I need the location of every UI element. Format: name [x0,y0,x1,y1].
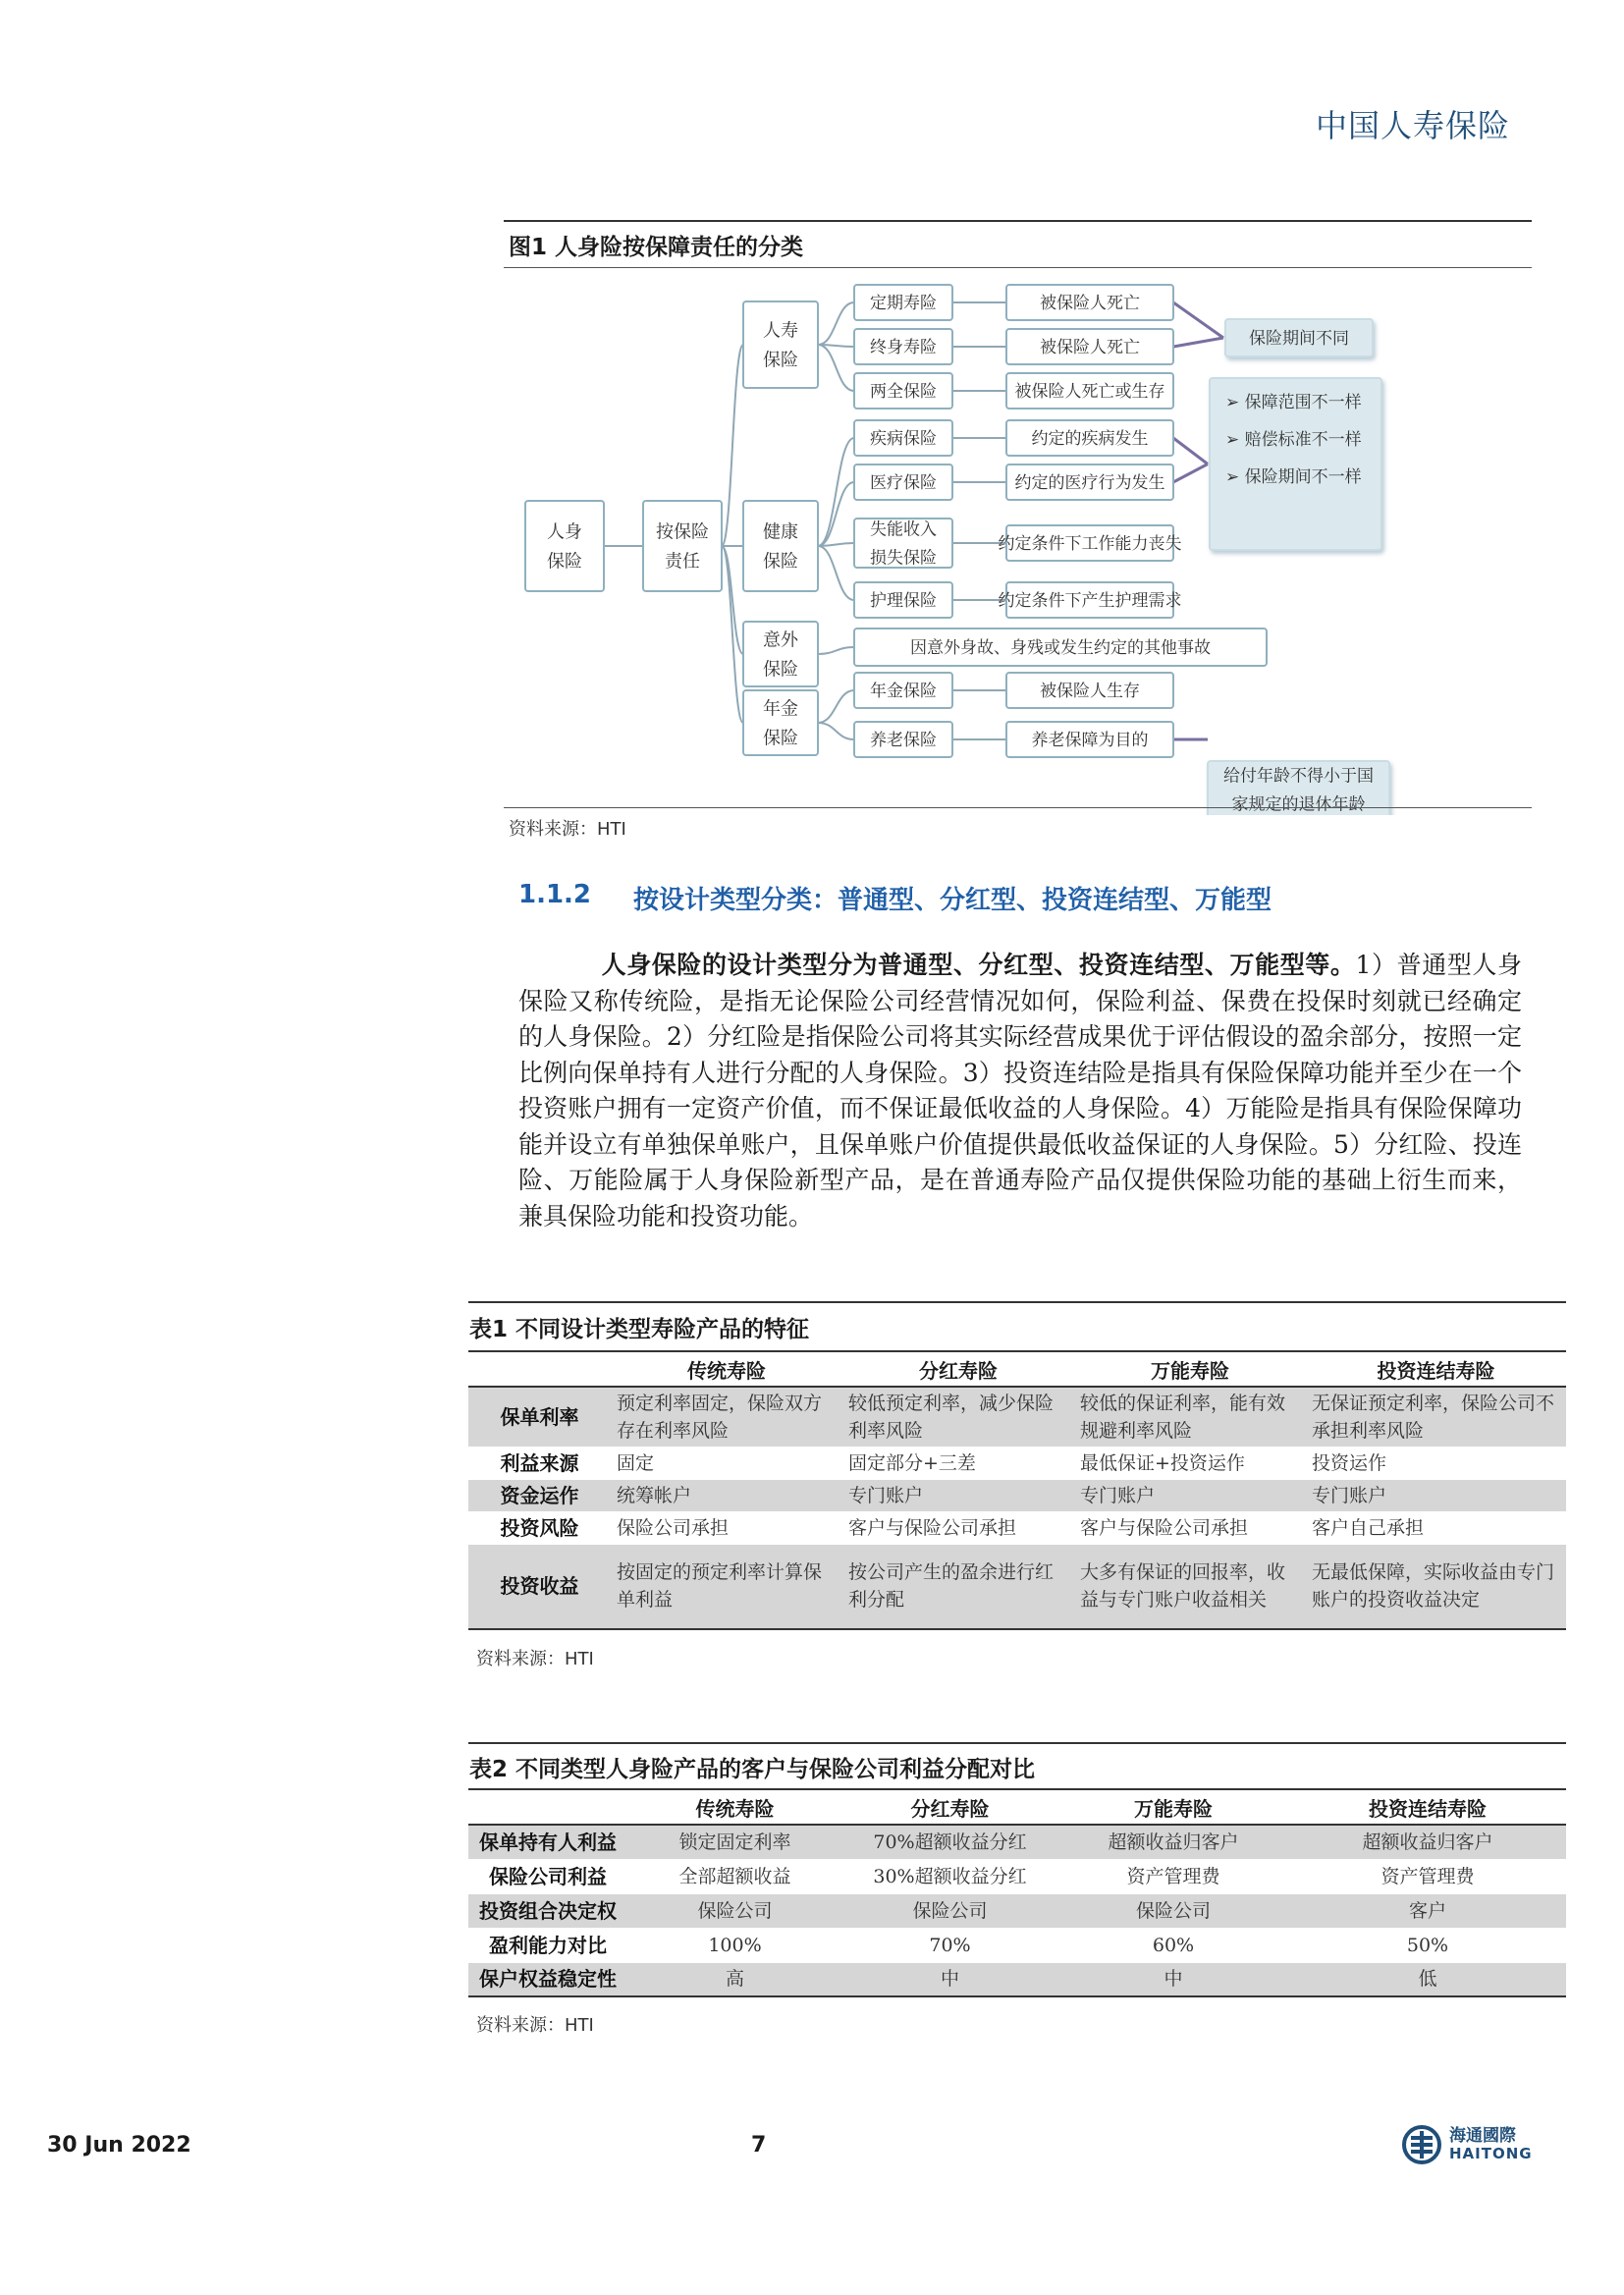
footer-date: 30 Jun 2022 [47,2133,191,2158]
svg-text:约定条件下产生护理需求: 约定条件下产生护理需求 [998,590,1182,611]
table2-header-row [468,1789,1566,1825]
group-node-box [743,301,818,388]
svg-text:养老保障为目的: 养老保障为目的 [1031,730,1149,750]
table2-row [468,1928,1566,1962]
svg-text:健康: 健康 [763,521,798,543]
svg-text:责任: 责任 [665,551,700,573]
table2-cell: 资产管理费 [1289,1859,1566,1893]
table1-column-header: 万能寿险 [1074,1351,1306,1387]
table2-row-header: 保险公司利益 [468,1859,627,1893]
svg-text:年金保险: 年金保险 [870,681,937,701]
product-node-box [854,519,952,568]
figure-bottom-rule [504,807,1532,808]
table1-cell: 专门账户 [1306,1480,1566,1512]
svg-text:被保险人死亡或生存: 被保险人死亡或生存 [1014,381,1165,402]
table1-header-row [468,1351,1566,1387]
svg-text:约定的医疗行为发生: 约定的医疗行为发生 [1014,472,1165,493]
condition-node-box [1006,373,1173,409]
table1-row-header: 资金运作 [468,1480,611,1512]
section-lead-sentence: 人身保险的设计类型分为普通型、分红型、投资连结型、万能型等。 [601,951,1356,979]
accident-condition-box [854,628,1267,666]
table2-title: 表2 不同类型人身险产品的客户与保险公司利益分配对比 [469,1757,1036,1782]
svg-text:保险: 保险 [763,728,798,749]
table2-cell: 70%超额收益分红 [842,1825,1057,1859]
table2-cell: 资产管理费 [1057,1859,1289,1893]
svg-text:保险: 保险 [763,551,798,573]
svg-text:终身寿险: 终身寿险 [870,337,937,357]
root-node-box [525,501,604,591]
table2-cell: 100% [627,1928,842,1962]
product-node-box [854,420,952,456]
table2-cell: 客户 [1289,1893,1566,1928]
insurance-classification-diagram [511,280,1532,815]
table2-column-header: 投资连结寿险 [1289,1789,1566,1825]
svg-text:按保险: 按保险 [656,521,709,543]
footer-page-number: 7 [751,2133,767,2158]
svg-text:损失保险: 损失保险 [870,548,937,569]
table1-cell: 无保证预定利率，保险公司不承担利率风险 [1306,1387,1566,1448]
svg-text:约定条件下工作能力丧失: 约定条件下工作能力丧失 [998,533,1182,554]
table1-cell: 大多有保证的回报率，收益与专门账户收益相关 [1074,1545,1306,1629]
group-node-box [743,622,818,686]
figure-top-rule [504,220,1532,222]
table2-cell: 保险公司 [842,1893,1057,1928]
classification-node-box [643,501,722,591]
table2-cell: 超额收益归客户 [1057,1825,1289,1859]
table2-cell: 低 [1289,1962,1566,1996]
health-note-item: ➢ 保险期间不一样 [1225,467,1362,487]
condition-node-box [1006,285,1173,320]
table1-row [468,1545,1566,1629]
table2-column-header: 万能寿险 [1057,1789,1289,1825]
table2-row-header: 保户权益稳定性 [468,1962,627,1996]
life-note-box [1225,319,1373,356]
product-node-box [854,285,952,320]
table2-cell: 超额收益归客户 [1289,1825,1566,1859]
table2-row [468,1962,1566,1996]
report-header-title: 中国人寿保险 [1316,107,1511,144]
svg-text:人寿: 人寿 [763,320,798,342]
table1-row [468,1448,1566,1480]
table2-cell: 保险公司 [1057,1893,1289,1928]
product-node-box [854,722,952,757]
table2-source: 资料来源：HTI [476,2015,594,2036]
table2-cell: 30%超额收益分红 [842,1859,1057,1893]
table1-cell: 统筹帐户 [611,1480,842,1512]
table2-column-header [468,1789,627,1825]
group-node-box [743,501,818,591]
table2-cell: 70% [842,1928,1057,1962]
condition-node-box [999,525,1182,561]
table1-title: 表1 不同设计类型寿险产品的特征 [469,1317,810,1342]
table1-row-header: 保单利率 [468,1387,611,1448]
figure-source: 资料来源：HTI [509,819,626,840]
svg-text:人身: 人身 [547,521,582,543]
svg-text:养老保险: 养老保险 [870,730,937,750]
group-node-box [743,690,818,755]
table1-row [468,1387,1566,1448]
table1-cell: 按固定的预定利率计算保单利益 [611,1545,842,1629]
table2-row [468,1893,1566,1928]
product-node-box [854,673,952,708]
table2-cell: 中 [842,1962,1057,1996]
table1-cell: 无最低保障，实际收益由专门账户的投资收益决定 [1306,1545,1566,1629]
svg-text:因意外身故、身残或发生约定的其他事故: 因意外身故、身残或发生约定的其他事故 [910,637,1211,658]
table2-top-rule [468,1742,1566,1744]
section-body-text: 1）普通型人身保险又称传统险，是指无论保险公司经营情况如何，保险利益、保费在投保时刻就已经确定的人身保险。2）分红险是指保险公司将其实际经营成果优于评估假设的盈余部分，按照一定比例向保单持有人进行分配的人身保险。3）投资连结险是指具有保险保障功能并至少在一个投资账户拥有一定资产价值，而不保证最低收益的人身保险。4）万能险是指具有保险保障功能并设立有单独保单账户，且保单账户价值提供最低收益保证的人身保险。5）分红险、投连险、万能险属于人身保险新型产品，是在普通寿险产品仅提供保险功能的基础上衍生而来，兼具保险功能和投资功能。 [518,951,1522,1230]
logo-english-text: HAITONG [1449,2145,1533,2162]
svg-text:给付年龄不得小于国: 给付年龄不得小于国 [1223,766,1374,787]
svg-text:年金: 年金 [763,698,798,720]
table1-row-header: 利益来源 [468,1448,611,1480]
svg-text:约定的疾病发生: 约定的疾病发生 [1031,428,1149,449]
condition-node-box [1006,329,1173,364]
table1-column-header: 投资连结寿险 [1306,1351,1566,1387]
section-title: 按设计类型分类：普通型、分红型、投资连结型、万能型 [633,886,1272,915]
table1-cell: 专门账户 [1074,1480,1306,1512]
health-note-item: ➢ 赔偿标准不一样 [1225,430,1362,450]
table2-cell: 高 [627,1962,842,1996]
svg-text:两全保险: 两全保险 [870,381,937,402]
product-node-box [854,329,952,364]
table2-cell: 中 [1057,1962,1289,1996]
svg-text:被保险人死亡: 被保险人死亡 [1040,293,1140,313]
table1-row [468,1512,1566,1545]
table2-cell: 锁定固定利率 [627,1825,842,1859]
table2-row-header: 盈利能力对比 [468,1928,627,1962]
table1-cell: 客户与保险公司承担 [842,1512,1074,1545]
svg-text:疾病保险: 疾病保险 [870,428,937,449]
haitong-logo [1402,2125,1533,2164]
table1-row [468,1480,1566,1512]
table1-cell: 固定部分+三差 [842,1448,1074,1480]
svg-text:定期寿险: 定期寿险 [870,293,937,313]
table2-cell: 全部超额收益 [627,1859,842,1893]
table1-row-header: 投资收益 [468,1545,611,1629]
condition-node-box [1006,464,1173,500]
table1-cell: 预定利率固定，保险双方存在利率风险 [611,1387,842,1448]
table2-row [468,1859,1566,1893]
figure-title: 图1 人身险按保障责任的分类 [509,235,804,260]
table1-cell: 客户自己承担 [1306,1512,1566,1545]
condition-node-box [1006,722,1173,757]
table2-cell: 50% [1289,1928,1566,1962]
svg-text:被保险人生存: 被保险人生存 [1040,681,1140,701]
section-number: 1.1.2 [518,880,592,909]
table1-row-header: 投资风险 [468,1512,611,1545]
svg-text:保险: 保险 [547,551,582,573]
table2 [468,1788,1566,1997]
product-node-box [854,373,952,409]
svg-text:医疗保险: 医疗保险 [870,472,937,493]
svg-text:保险期间不同: 保险期间不同 [1249,328,1349,349]
svg-text:保险: 保险 [763,350,798,371]
table1-cell: 投资运作 [1306,1448,1566,1480]
svg-text:失能收入: 失能收入 [870,519,937,540]
table1-cell: 最低保证+投资运作 [1074,1448,1306,1480]
table1-cell: 保险公司承担 [611,1512,842,1545]
table1-cell: 按公司产生的盈余进行红利分配 [842,1545,1074,1629]
table2-cell: 保险公司 [627,1893,842,1928]
svg-text:被保险人死亡: 被保险人死亡 [1040,337,1140,357]
table2-row [468,1825,1566,1859]
table1-cell: 较低预定利率，减少保险利率风险 [842,1387,1074,1448]
table1-column-header: 分红寿险 [842,1351,1074,1387]
table1-column-header [468,1351,611,1387]
figure-title-rule [504,267,1532,268]
table2-row-header: 投资组合决定权 [468,1893,627,1928]
product-node-box [854,582,952,618]
table2-column-header: 传统寿险 [627,1789,842,1825]
section-body-paragraph [518,948,1522,1234]
table1-top-rule [468,1301,1566,1303]
table1-column-header: 传统寿险 [611,1351,842,1387]
table2-column-header: 分红寿险 [842,1789,1057,1825]
svg-text:家规定的退休年龄: 家规定的退休年龄 [1231,794,1366,815]
svg-text:保险: 保险 [763,659,798,681]
table1-cell: 较低的保证利率，能有效规避利率风险 [1074,1387,1306,1448]
condition-node-box [999,582,1182,618]
table2-row-header: 保单持有人利益 [468,1825,627,1859]
table1 [468,1350,1566,1630]
health-note-item: ➢ 保障范围不一样 [1225,393,1362,412]
table1-source: 资料来源：HTI [476,1649,594,1669]
table1-cell: 固定 [611,1448,842,1480]
svg-text:意外: 意外 [763,629,798,651]
svg-text:护理保险: 护理保险 [870,590,937,611]
table1-cell: 专门账户 [842,1480,1074,1512]
logo-chinese-text: 海通國際 [1449,2126,1516,2146]
condition-node-box [1006,673,1173,708]
table2-cell: 60% [1057,1928,1289,1962]
condition-node-box [1006,420,1173,456]
table1-cell: 客户与保险公司承担 [1074,1512,1306,1545]
product-node-box [854,464,952,500]
haitong-logo-icon [1402,2125,1441,2164]
